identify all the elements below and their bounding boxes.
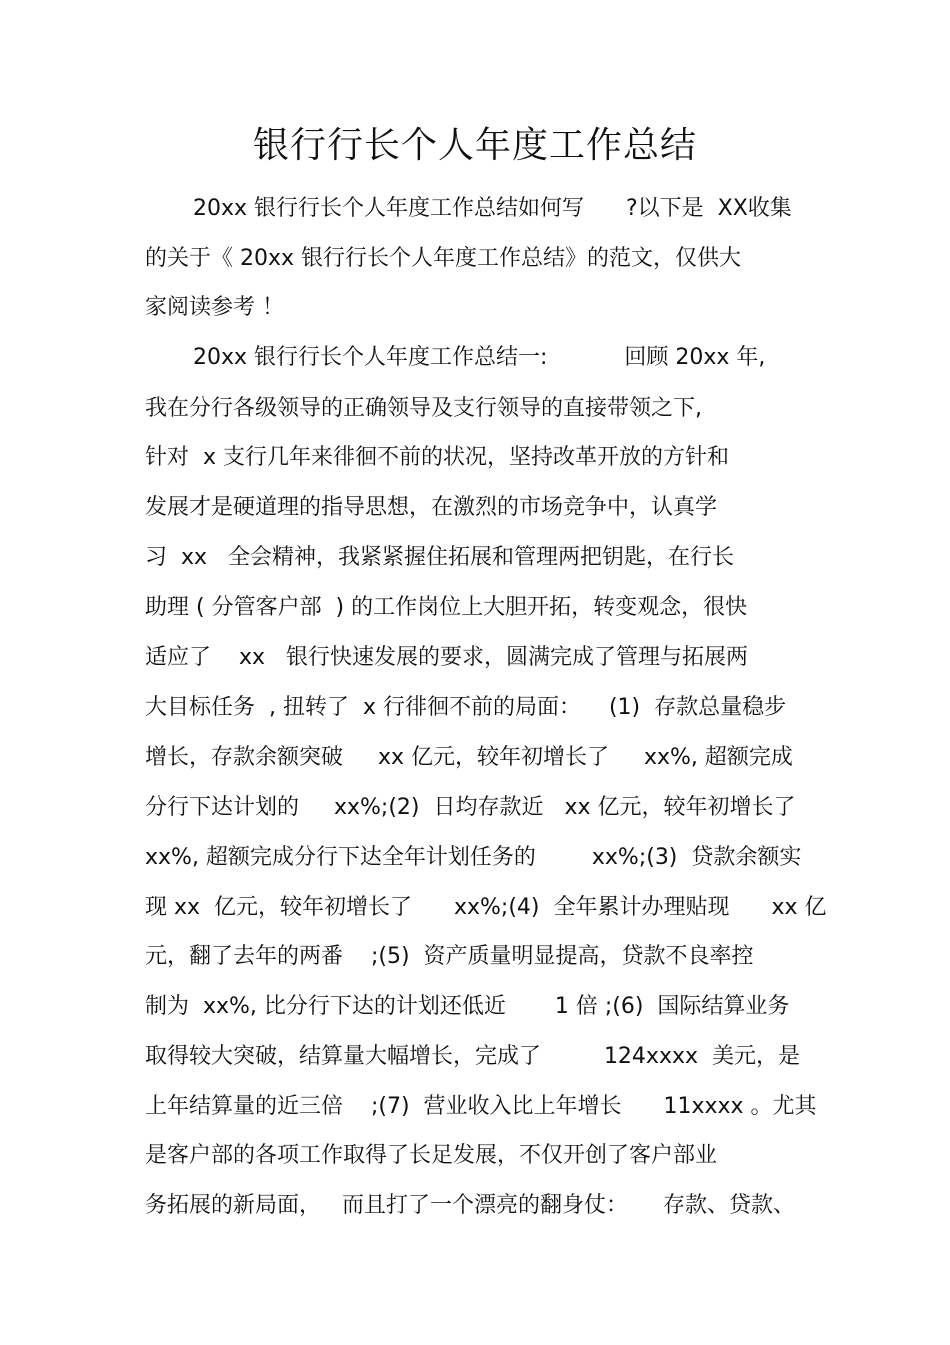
paragraph-line: 增长，存款余额突破 xx 亿元，较年初增长了 xx%, 超额完成 [145, 745, 793, 770]
paragraph-line: 助理 ( 分管客户部 ) 的工作岗位上大胆开拓，转变观念，很快 [145, 595, 748, 620]
paragraph-line: 我在分行各级领导的正确领导及支行领导的直接带领之下, [145, 396, 702, 421]
paragraph-line: 制为 xx%, 比分行下达的计划还低近 1 倍 ;(6) 国际结算业务 [145, 994, 790, 1019]
paragraph-line: 取得较大突破，结算量大幅增长，完成了 124xxxx 美元，是 [145, 1044, 800, 1069]
paragraph-line: 的关于《 20xx 银行行长个人年度工作总结》的范文，仅供大 [145, 246, 742, 271]
paragraph-line: 元，翻了去年的两番 ;(5) 资产质量明显提高，贷款不良率控 [145, 944, 754, 969]
paragraph-line: 20xx 银行行长个人年度工作总结如何写 ?以下是 XX收集 [193, 196, 792, 221]
paragraph-line: xx%, 超额完成分行下达全年计划任务的 xx%;(3) 贷款余额实 [145, 845, 802, 870]
paragraph-line: 分行下达计划的 xx%;(2) 日均存款近 xx 亿元，较年初增长了 [145, 795, 796, 820]
paragraph-line: 适应了 xx 银行快速发展的要求，圆满完成了管理与拓展两 [145, 645, 748, 670]
paragraph-line: 习 xx 全会精神，我紧紧握住拓展和管理两把钥匙，在行长 [145, 545, 735, 570]
paragraph-line: 大目标任务 , 扭转了 x 行徘徊不前的局面： (1) 存款总量稳步 [145, 695, 787, 720]
paragraph-line: 上年结算量的近三倍 ;(7) 营业收入比上年增长 11xxxx 。尤其 [145, 1094, 817, 1119]
paragraph-line: 针对 x 支行几年来徘徊不前的状况，坚持改革开放的方针和 [145, 445, 730, 470]
paragraph-line: 务拓展的新局面， 而且打了一个漂亮的翻身仗： 存款、贷款、 [145, 1193, 795, 1218]
document-title: 银行行长个人年度工作总结 [252, 125, 697, 166]
paragraph-line: 发展才是硬道理的指导思想，在激烈的市场竞争中，认真学 [145, 495, 718, 520]
paragraph-line: 家阅读参考 ！ [145, 295, 284, 320]
paragraph-line: 现 xx 亿元，较年初增长了 xx%;(4) 全年累计办理贴现 xx 亿 [145, 895, 827, 920]
paragraph-line: 20xx 银行行长个人年度工作总结一: 回顾 20xx 年, [193, 345, 766, 370]
paragraph-line: 是客户部的各项工作取得了长足发展，不仅开创了客户部业 [145, 1143, 718, 1168]
